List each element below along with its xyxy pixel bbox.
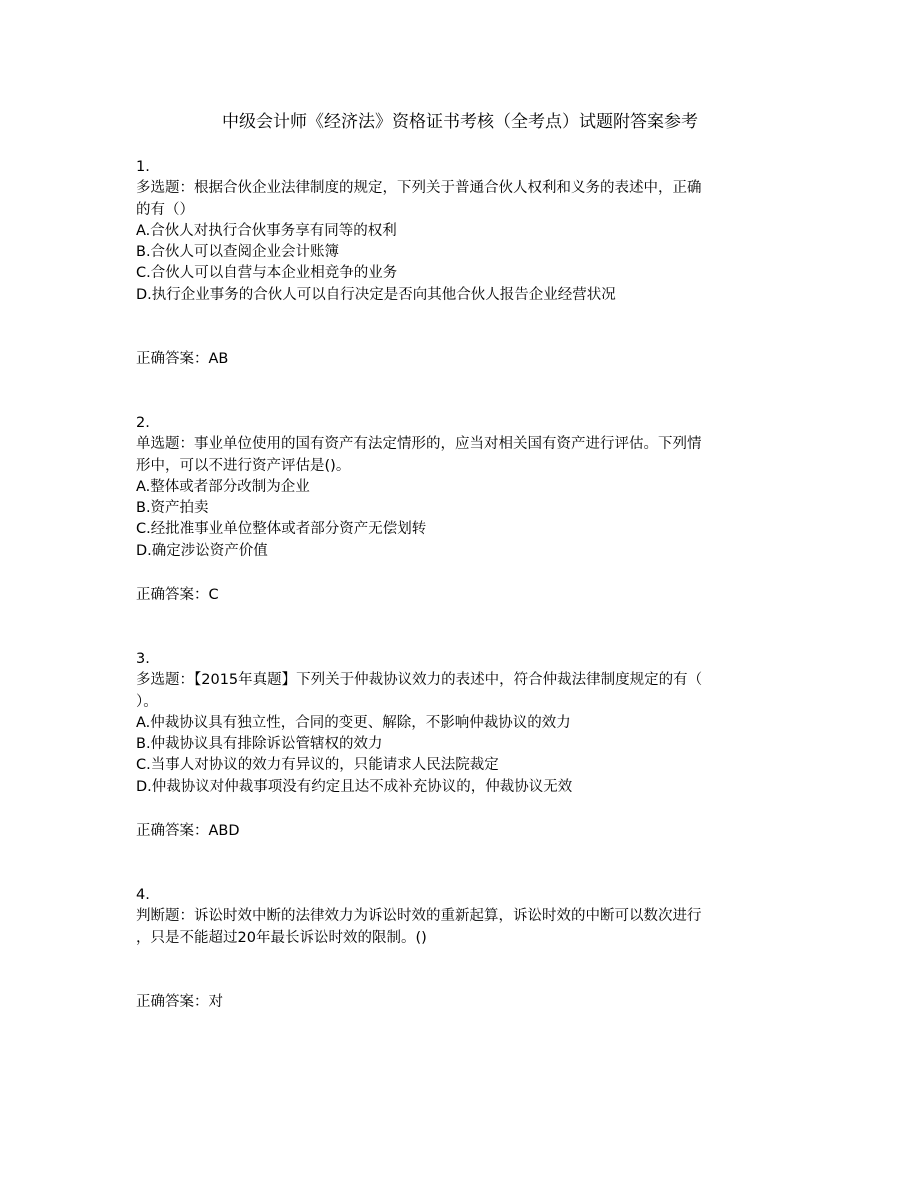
option-c: C.当事人对协议的效力有异议的，只能请求人民法院裁定	[136, 757, 499, 774]
answer-label: 正确答案：	[136, 587, 209, 603]
answer-value: AB	[208, 351, 229, 367]
option-b: B.合伙人可以查阅企业会计账簿	[136, 244, 340, 261]
document-title: 中级会计师《经济法》资格证书考核（全考点）试题附答案参考	[222, 112, 698, 132]
question-number: 3.	[136, 651, 150, 667]
option-c: C.合伙人可以自营与本企业相竞争的业务	[136, 265, 398, 282]
answer-value: ABD	[208, 823, 240, 839]
answer-value: 对	[208, 994, 223, 1010]
option-d: D.确定涉讼资产价值	[136, 542, 268, 559]
option-b: B.仲裁协议具有排除诉讼管辖权的效力	[136, 736, 383, 753]
option-a: A.合伙人对执行合伙事务享有同等的权利	[136, 222, 397, 239]
question-stem-line: 多选题：根据合伙企业法律制度的规定，下列关于普通合伙人权利和义务的表述中，正确	[136, 180, 702, 197]
answer-4	[136, 992, 223, 1013]
question-stem-line: ）。	[136, 693, 158, 710]
question-stem-line: 判断题：诉讼时效中断的法律效力为诉讼时效的重新起算，诉讼时效的中断可以数次进行	[136, 908, 702, 925]
question-number: 2.	[136, 415, 150, 431]
answer-2	[136, 585, 219, 606]
question-number: 1.	[136, 159, 150, 175]
answer-value: C	[208, 587, 219, 603]
answer-label: 正确答案：	[136, 351, 209, 367]
question-stem-line: 多选题：【2015年真题】下列关于仲裁协议效力的表述中，符合仲裁法律制度规定的有（	[136, 672, 703, 689]
question-number: 4.	[136, 887, 150, 903]
answer-label: 正确答案：	[136, 994, 209, 1010]
question-stem-line: 形中，可以不进行资产评估是()。	[136, 457, 351, 474]
option-b: B.资产拍卖	[136, 500, 209, 517]
question-stem-line: ，只是不能超过20年最长诉讼时效的限制。()	[136, 929, 427, 946]
question-2	[136, 413, 786, 562]
answer-1	[136, 349, 228, 370]
question-4	[136, 885, 786, 949]
answer-label: 正确答案：	[136, 823, 209, 839]
answer-3	[136, 821, 240, 842]
question-3	[136, 649, 786, 798]
option-c: C.经批准事业单位整体或者部分资产无偿划转	[136, 521, 427, 538]
question-1	[136, 157, 786, 306]
question-stem-line: 的有（）	[136, 201, 194, 218]
option-a: A.整体或者部分改制为企业	[136, 478, 310, 495]
option-d: D.执行企业事务的合伙人可以自行决定是否向其他合伙人报告企业经营状况	[136, 286, 616, 303]
question-stem-line: 单选题：事业单位使用的国有资产有法定情形的，应当对相关国有资产进行评估。下列情	[136, 436, 702, 453]
option-a: A.仲裁协议具有独立性，合同的变更、解除，不影响仲裁协议的效力	[136, 714, 571, 731]
option-d: D.仲裁协议对仲裁事项没有约定且达不成补充协议的，仲裁协议无效	[136, 778, 573, 795]
